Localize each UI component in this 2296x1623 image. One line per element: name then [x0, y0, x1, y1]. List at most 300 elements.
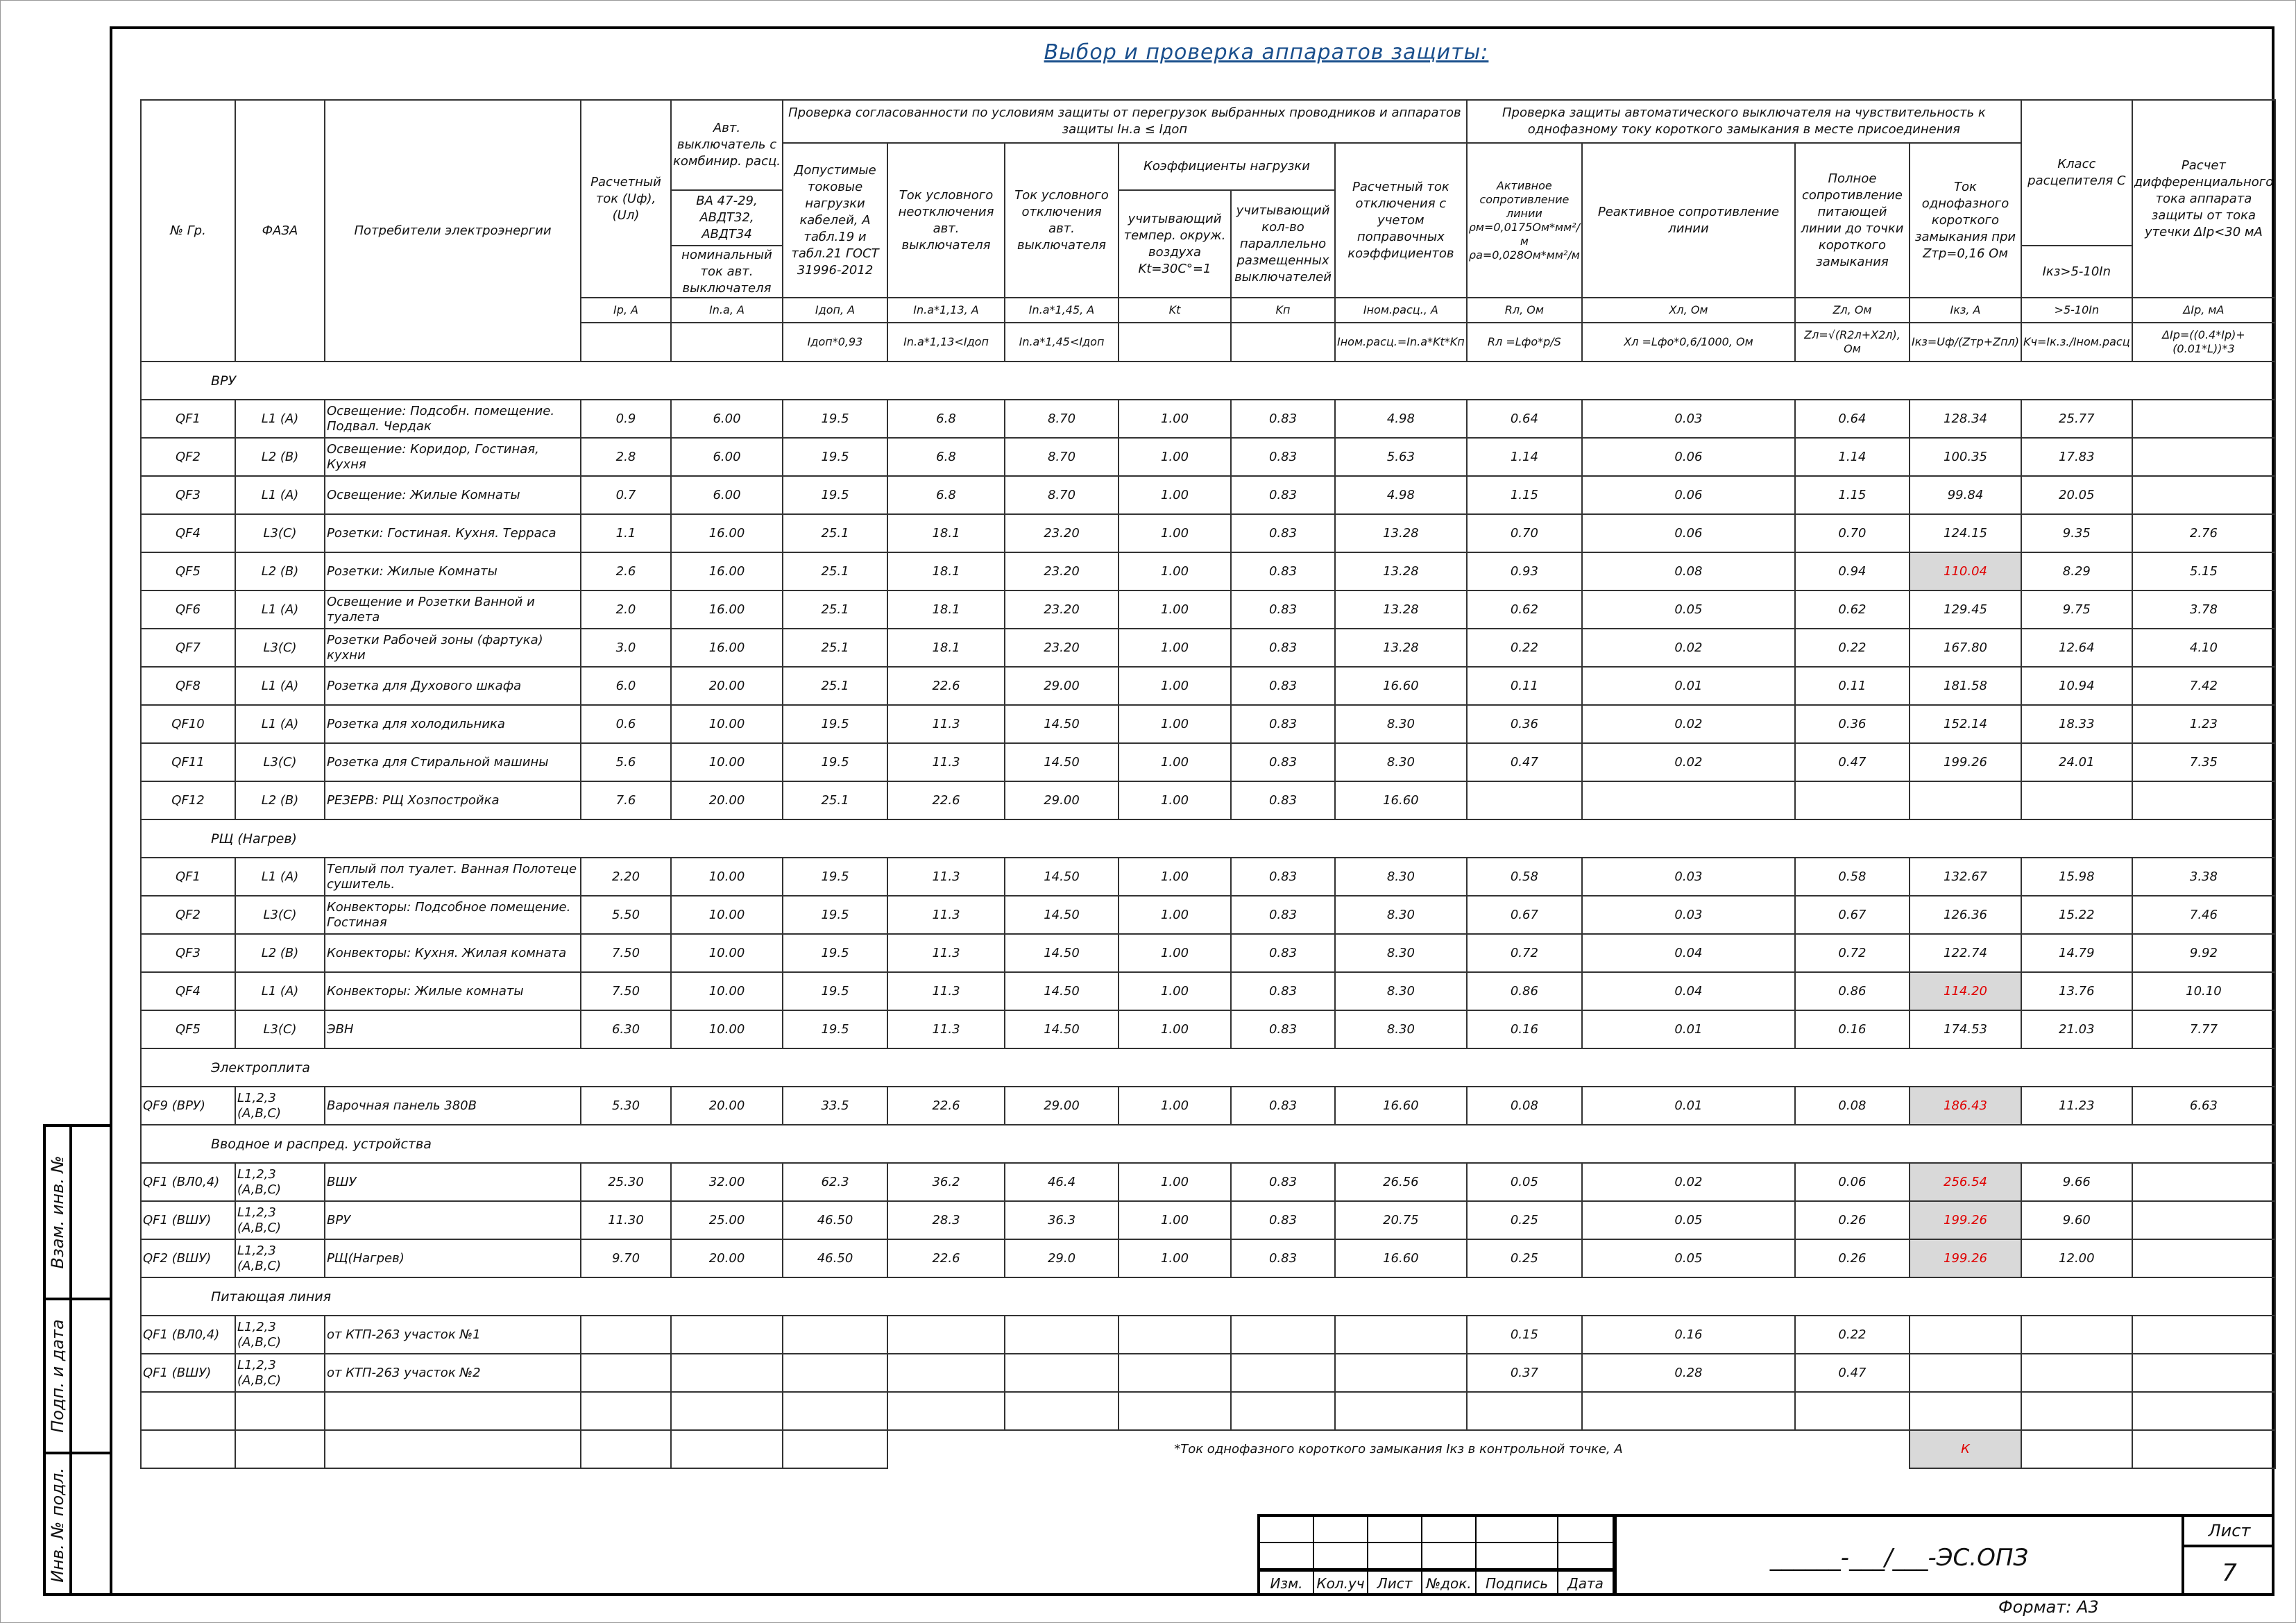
table-cell: 0.06	[1582, 514, 1795, 552]
table-cell: 0.83	[1231, 629, 1335, 667]
table-cell: 0.22	[1467, 629, 1582, 667]
empty-cell	[1119, 1392, 1231, 1430]
empty-cell	[1795, 1392, 1910, 1430]
table-cell: 8.30	[1335, 858, 1467, 896]
table-cell: 29.00	[1005, 781, 1119, 819]
table-cell	[2132, 1354, 2276, 1392]
table-cell: 19.5	[783, 476, 887, 514]
table-cell: 11.23	[2021, 1087, 2132, 1125]
table-cell: 0.58	[1467, 858, 1582, 896]
table-cell: 0.70	[1467, 514, 1582, 552]
table-cell	[887, 1316, 1005, 1354]
table-cell: 0.83	[1231, 705, 1335, 743]
table-cell: 0.72	[1467, 934, 1582, 972]
table-cell: 1.15	[1467, 476, 1582, 514]
table-cell: 1.00	[1119, 743, 1231, 781]
table-cell: 0.47	[1467, 743, 1582, 781]
table-cell: 0.9	[581, 400, 671, 438]
header-load-coef: Коэффициенты нагрузки	[1119, 143, 1335, 190]
empty-cell	[581, 1430, 671, 1468]
revision-cell	[1314, 1517, 1368, 1543]
table-cell	[1467, 781, 1582, 819]
table-cell: 0.83	[1231, 743, 1335, 781]
table-cell: 8.70	[1005, 476, 1119, 514]
table-cell: 46.4	[1005, 1163, 1119, 1201]
table-cell: 0.22	[1795, 629, 1910, 667]
table-cell: 23.20	[1005, 629, 1119, 667]
table-cell: 0.83	[1231, 438, 1335, 476]
table-cell: 9.66	[2021, 1163, 2132, 1201]
header-kt: учитывающий темпер. окруж. воздуха Kt=30С°=1	[1119, 190, 1231, 298]
formula-cell: Xл =Lфо*0,6/1000, Ом	[1582, 323, 1795, 362]
table-cell: 2.6	[581, 552, 671, 590]
revision-grid	[1257, 1514, 1614, 1596]
table-cell: 25.1	[783, 781, 887, 819]
table-row	[141, 1201, 2275, 1239]
table-cell: QF3	[141, 476, 235, 514]
unit-cell: Kп	[1231, 298, 1335, 323]
table-cell	[2021, 1316, 2132, 1354]
table-cell: 1.00	[1119, 781, 1231, 819]
table-cell: 16.60	[1335, 1087, 1467, 1125]
table-cell	[2132, 1316, 2276, 1354]
table-cell: 1.00	[1119, 514, 1231, 552]
table-cell	[581, 1354, 671, 1392]
table-row	[141, 629, 2275, 667]
table-cell: 100.35	[1910, 438, 2021, 476]
header-calc-current: Расчетный ток (Uф), (Uл)	[581, 100, 671, 298]
table-cell: 10.94	[2021, 667, 2132, 705]
table-cell: 6.8	[887, 476, 1005, 514]
table-cell: 8.70	[1005, 438, 1119, 476]
table-cell: 0.16	[1582, 1316, 1795, 1354]
table-cell: 0.47	[1795, 743, 1910, 781]
sheet-label: Лист	[2184, 1517, 2274, 1547]
document-code: ______-___/___-ЭС.ОПЗ	[1614, 1514, 2182, 1596]
table-cell: 4.10	[2132, 629, 2276, 667]
table-cell: QF6	[141, 590, 235, 629]
table-row	[141, 1316, 2275, 1354]
table-cell: L1 (A)	[235, 667, 325, 705]
table-cell: 1.00	[1119, 934, 1231, 972]
table-cell: QF8	[141, 667, 235, 705]
table-row	[141, 743, 2275, 781]
table-cell: 25.00	[671, 1201, 783, 1239]
table-cell: 3.78	[2132, 590, 2276, 629]
table-cell: L1,2,3 (A,B,C)	[235, 1163, 325, 1201]
table-row	[141, 858, 2275, 896]
table-cell: 2.8	[581, 438, 671, 476]
unit-cell: In.a*1,13, А	[887, 298, 1005, 323]
table-cell: 14.79	[2021, 934, 2132, 972]
table-cell: 19.5	[783, 1010, 887, 1048]
table-cell: 11.30	[581, 1201, 671, 1239]
table-cell: 11.3	[887, 1010, 1005, 1048]
table-cell: 29.00	[1005, 667, 1119, 705]
table-cell: 199.26	[1910, 1239, 2021, 1277]
table-cell: 20.00	[671, 1087, 783, 1125]
table-cell: 13.28	[1335, 590, 1467, 629]
table-cell: 16.60	[1335, 1239, 1467, 1277]
table-cell: 1.00	[1119, 896, 1231, 934]
table-cell: 0.08	[1795, 1087, 1910, 1125]
table-cell: 19.5	[783, 705, 887, 743]
table-cell	[2021, 1354, 2132, 1392]
revision-cell	[1558, 1517, 1614, 1543]
table-cell: 0.83	[1231, 1087, 1335, 1125]
revision-cell	[1368, 1517, 1422, 1543]
empty-cell	[1005, 1392, 1119, 1430]
empty-cell	[671, 1430, 783, 1468]
table-row	[141, 896, 2275, 934]
table-cell: 132.67	[1910, 858, 2021, 896]
table-cell: 1.00	[1119, 1201, 1231, 1239]
table-cell: 0.72	[1795, 934, 1910, 972]
table-cell: 10.00	[671, 705, 783, 743]
table-cell: 3.38	[2132, 858, 2276, 896]
table-cell	[2021, 781, 2132, 819]
table-cell: 0.58	[1795, 858, 1910, 896]
table-cell: 6.8	[887, 438, 1005, 476]
title-block	[1257, 1514, 2274, 1596]
table-cell: 1.00	[1119, 1087, 1231, 1125]
unit-cell: In.a*1,45, А	[1005, 298, 1119, 323]
table-cell: 124.15	[1910, 514, 2021, 552]
table-cell: 1.00	[1119, 858, 1231, 896]
table-cell: L1,2,3 (A,B,C)	[235, 1239, 325, 1277]
table-cell: 62.3	[783, 1163, 887, 1201]
table-cell: 6.30	[581, 1010, 671, 1048]
table-cell: 14.50	[1005, 972, 1119, 1010]
empty-cell	[783, 1392, 887, 1430]
table-cell: 0.83	[1231, 400, 1335, 438]
section-title: Электроплита	[141, 1048, 2275, 1087]
header-non-trip: Ток условного неотключения авт. выключателя	[887, 143, 1005, 298]
empty-cell	[887, 1392, 1005, 1430]
table-cell: 0.05	[1582, 590, 1795, 629]
table-cell: L1,2,3 (A,B,C)	[235, 1316, 325, 1354]
revision-cell	[1422, 1543, 1477, 1570]
section-title: ВРУ	[141, 362, 2275, 400]
unit-cell: In.a, А	[671, 298, 783, 323]
table-cell: от КТП-263 участок №2	[325, 1354, 581, 1392]
table-cell: 23.20	[1005, 514, 1119, 552]
table-cell: 0.02	[1582, 1163, 1795, 1201]
table-row	[141, 476, 2275, 514]
table-cell: 0.47	[1795, 1354, 1910, 1392]
table-cell: 22.6	[887, 781, 1005, 819]
table-cell: 9.70	[581, 1239, 671, 1277]
formula-cell: Zл=√(R2л+X2л), Ом	[1795, 323, 1910, 362]
table-cell: 23.20	[1005, 590, 1119, 629]
table-cell: 1.00	[1119, 552, 1231, 590]
table-cell: 0.25	[1467, 1201, 1582, 1239]
unit-cell: Zл, Ом	[1795, 298, 1910, 323]
empty-cell	[1335, 1392, 1467, 1430]
table-cell: 1.23	[2132, 705, 2276, 743]
table-cell	[887, 1354, 1005, 1392]
table-cell: 6.63	[2132, 1087, 2276, 1125]
table-cell: L2 (B)	[235, 781, 325, 819]
table-cell: 167.80	[1910, 629, 2021, 667]
header-active-res: Активное сопротивление линии ρм=0,0175Ом*мм²/м ρа=0,028Ом*мм²/м	[1467, 143, 1582, 298]
table-cell: 0.36	[1795, 705, 1910, 743]
table-cell: QF9 (ВРУ)	[141, 1087, 235, 1125]
table-cell: QF1	[141, 858, 235, 896]
table-cell: 19.5	[783, 743, 887, 781]
table-cell: ЭВН	[325, 1010, 581, 1048]
table-cell: 13.28	[1335, 514, 1467, 552]
table-cell: QF3	[141, 934, 235, 972]
table-cell: 16.00	[671, 629, 783, 667]
table-cell: 10.00	[671, 896, 783, 934]
table-cell: 199.26	[1910, 743, 2021, 781]
side-stamp-replace	[46, 1127, 112, 1300]
table-cell: 0.05	[1582, 1239, 1795, 1277]
table-cell: 7.42	[2132, 667, 2276, 705]
header-calc-trip: Расчетный ток отключения с учетом поправочных коэффициентов	[1335, 143, 1467, 298]
table-cell: 0.06	[1582, 438, 1795, 476]
table-cell: L1 (A)	[235, 858, 325, 896]
table-cell: Розетки Рабочей зоны (фартука) кухни	[325, 629, 581, 667]
table-cell: 0.83	[1231, 1201, 1335, 1239]
table-cell: 33.5	[783, 1087, 887, 1125]
table-cell: 18.1	[887, 552, 1005, 590]
table-cell	[1910, 1354, 2021, 1392]
table-cell: 24.01	[2021, 743, 2132, 781]
table-cell: 1.00	[1119, 400, 1231, 438]
table-cell: 11.3	[887, 972, 1005, 1010]
revision-cell	[1314, 1543, 1368, 1570]
table-cell: РЩ(Нагрев)	[325, 1239, 581, 1277]
header-consumers: Потребители электроэнергии	[325, 100, 581, 362]
table-cell: 0.83	[1231, 552, 1335, 590]
table-row	[141, 667, 2275, 705]
table-cell: Конвекторы: Жилые комнаты	[325, 972, 581, 1010]
table-cell: 0.70	[1795, 514, 1910, 552]
table-cell	[1335, 1316, 1467, 1354]
table-cell: 20.00	[671, 1239, 783, 1277]
unit-cell: Iном.расц., А	[1335, 298, 1467, 323]
empty-cell	[1467, 1392, 1582, 1430]
side-stamp-label: Инв. № подл.	[48, 1468, 67, 1583]
table-cell: 0.16	[1467, 1010, 1582, 1048]
table-cell: 0.6	[581, 705, 671, 743]
table-cell: 15.22	[2021, 896, 2132, 934]
header-breaker-types: ВА 47-29, АВДТ32, АВДТ34	[671, 190, 783, 246]
header-sc-group: Проверка защиты автоматического выключателя на чувствительность к однофазному току короткого замыкания в месте присоединения	[1467, 100, 2021, 143]
table-cell: 181.58	[1910, 667, 2021, 705]
table-cell: 8.70	[1005, 400, 1119, 438]
table-cell: 0.04	[1582, 934, 1795, 972]
table-row	[141, 1087, 2275, 1125]
table-cell: 12.00	[2021, 1239, 2132, 1277]
table-row	[141, 1354, 2275, 1392]
table-cell: 0.83	[1231, 896, 1335, 934]
table-cell: L1,2,3 (A,B,C)	[235, 1087, 325, 1125]
table-cell: 16.60	[1335, 667, 1467, 705]
empty-cell	[141, 1430, 235, 1468]
table-cell: 20.75	[1335, 1201, 1467, 1239]
table-cell: 7.35	[2132, 743, 2276, 781]
table-cell: Освещение: Жилые Комнаты	[325, 476, 581, 514]
table-cell: L3(C)	[235, 629, 325, 667]
revision-column-label: Дата	[1558, 1570, 1614, 1596]
table-cell: 174.53	[1910, 1010, 2021, 1048]
table-cell: 1.15	[1795, 476, 1910, 514]
table-row	[141, 705, 2275, 743]
table-cell: QF5	[141, 552, 235, 590]
table-cell: 152.14	[1910, 705, 2021, 743]
table-cell: 14.50	[1005, 1010, 1119, 1048]
table-cell: 14.50	[1005, 705, 1119, 743]
header-sc-current: Ток однофазного короткого замыкания при Zтр=0,16 Ом	[1910, 143, 2021, 298]
table-cell: 9.35	[2021, 514, 2132, 552]
table-cell	[1231, 1316, 1335, 1354]
table-cell: 0.86	[1467, 972, 1582, 1010]
empty-row	[141, 1392, 2275, 1430]
table-cell: QF1 (ВЛ0,4)	[141, 1163, 235, 1201]
formula-cell: Iкз=Uф/(Zтр+Zпл)	[1910, 323, 2021, 362]
header-full-res: Полное сопротивление питающей линии до точки короткого замыкания	[1795, 143, 1910, 298]
table-cell: 256.54	[1910, 1163, 2021, 1201]
table-cell: QF1	[141, 400, 235, 438]
table-cell: 0.02	[1582, 629, 1795, 667]
table-cell: 2.0	[581, 590, 671, 629]
table-cell: Варочная панель 380В	[325, 1087, 581, 1125]
table-cell: QF7	[141, 629, 235, 667]
table-cell: L1,2,3 (A,B,C)	[235, 1354, 325, 1392]
table-cell: QF4	[141, 972, 235, 1010]
table-cell: 12.64	[2021, 629, 2132, 667]
side-stamp-sign	[46, 1300, 112, 1454]
table-cell	[671, 1354, 783, 1392]
table-cell: 4.98	[1335, 476, 1467, 514]
table-cell: Розетка для Стиральной машины	[325, 743, 581, 781]
formula-cell: In.a*1,13<Iдоп	[887, 323, 1005, 362]
header-diff: Расчет дифференциального тока аппарата защиты от тока утечки ΔIр<30 мА	[2132, 100, 2276, 298]
header-breaker-top: Авт. выключатель с комбинир. расц.	[671, 100, 783, 190]
table-cell: 10.10	[2132, 972, 2276, 1010]
empty-cell	[325, 1392, 581, 1430]
table-cell: QF1 (ВШУ)	[141, 1201, 235, 1239]
table-cell: 11.3	[887, 705, 1005, 743]
formula-cell: Iном.расц.=In.a*Kt*Kп	[1335, 323, 1467, 362]
table-cell: 0.06	[1582, 476, 1795, 514]
table-cell: 5.63	[1335, 438, 1467, 476]
table-cell: 122.74	[1910, 934, 2021, 972]
revision-column-label: №док.	[1422, 1570, 1477, 1596]
table-cell: 186.43	[1910, 1087, 2021, 1125]
unit-cell: Iдоп, А	[783, 298, 887, 323]
table-cell: 0.83	[1231, 972, 1335, 1010]
table-cell: 10.00	[671, 934, 783, 972]
table-cell: 36.2	[887, 1163, 1005, 1201]
table-cell: 0.83	[1231, 1010, 1335, 1048]
table-cell: 3.0	[581, 629, 671, 667]
table-cell: 199.26	[1910, 1201, 2021, 1239]
table-cell: 0.03	[1582, 858, 1795, 896]
table-cell	[1119, 1316, 1231, 1354]
table-cell: 8.29	[2021, 552, 2132, 590]
revision-column-label: Подпись	[1477, 1570, 1558, 1596]
side-stamp-label: Подп. и дата	[48, 1319, 67, 1433]
formula-cell	[671, 323, 783, 362]
table-cell: 20.00	[671, 781, 783, 819]
section-title: Вводное и распред. устройства	[141, 1125, 2275, 1163]
table-cell: 1.00	[1119, 705, 1231, 743]
table-row	[141, 552, 2275, 590]
empty-cell	[2132, 1392, 2276, 1430]
table-row	[141, 972, 2275, 1010]
table-cell: 0.37	[1467, 1354, 1582, 1392]
table-row	[141, 400, 2275, 438]
table-cell: 8.30	[1335, 972, 1467, 1010]
table-cell: 0.08	[1582, 552, 1795, 590]
table-cell	[2132, 1239, 2276, 1277]
table-cell	[2132, 438, 2276, 476]
table-row	[141, 781, 2275, 819]
table-cell: 25.1	[783, 667, 887, 705]
table-cell: 1.00	[1119, 438, 1231, 476]
empty-cell	[1910, 1392, 2021, 1430]
table-cell: 0.83	[1231, 667, 1335, 705]
table-cell	[783, 1354, 887, 1392]
table-cell: 1.00	[1119, 972, 1231, 1010]
table-cell: 22.6	[887, 667, 1005, 705]
empty-cell	[2132, 1430, 2276, 1468]
table-cell: L2 (B)	[235, 552, 325, 590]
empty-cell	[671, 1392, 783, 1430]
table-row	[141, 1163, 2275, 1201]
unit-cell: ΔIр, мА	[2132, 298, 2276, 323]
table-cell: 0.08	[1467, 1087, 1582, 1125]
table-cell: 14.50	[1005, 858, 1119, 896]
section-row	[141, 819, 2275, 858]
table-cell: 126.36	[1910, 896, 2021, 934]
table-cell: 0.83	[1231, 514, 1335, 552]
table-cell: 5.30	[581, 1087, 671, 1125]
table-cell: 1.14	[1795, 438, 1910, 476]
table-cell: 46.50	[783, 1201, 887, 1239]
revision-cell	[1260, 1543, 1314, 1570]
table-cell: 8.30	[1335, 1010, 1467, 1048]
table-cell: L1 (A)	[235, 590, 325, 629]
side-stamp-inv	[46, 1454, 112, 1596]
table-cell: 46.50	[783, 1239, 887, 1277]
table-row	[141, 514, 2275, 552]
table-cell: QF11	[141, 743, 235, 781]
table-cell: 110.04	[1910, 552, 2021, 590]
table-cell	[581, 1316, 671, 1354]
table-cell	[2132, 400, 2276, 438]
empty-cell	[1582, 1392, 1795, 1430]
table-cell: L3(C)	[235, 743, 325, 781]
table-cell: 0.01	[1582, 1087, 1795, 1125]
table-cell: 10.00	[671, 743, 783, 781]
table-cell: 6.8	[887, 400, 1005, 438]
table-cell: QF1 (ВШУ)	[141, 1354, 235, 1392]
table-cell: 0.15	[1467, 1316, 1582, 1354]
page-title: Выбор и проверка аппаратов защиты:	[1044, 40, 1489, 65]
table-cell: 0.26	[1795, 1239, 1910, 1277]
table-cell: 21.03	[2021, 1010, 2132, 1048]
table-cell	[1231, 1354, 1335, 1392]
empty-cell	[141, 1392, 235, 1430]
table-cell: 5.50	[581, 896, 671, 934]
table-cell	[1582, 781, 1795, 819]
table-cell: 1.00	[1119, 629, 1231, 667]
